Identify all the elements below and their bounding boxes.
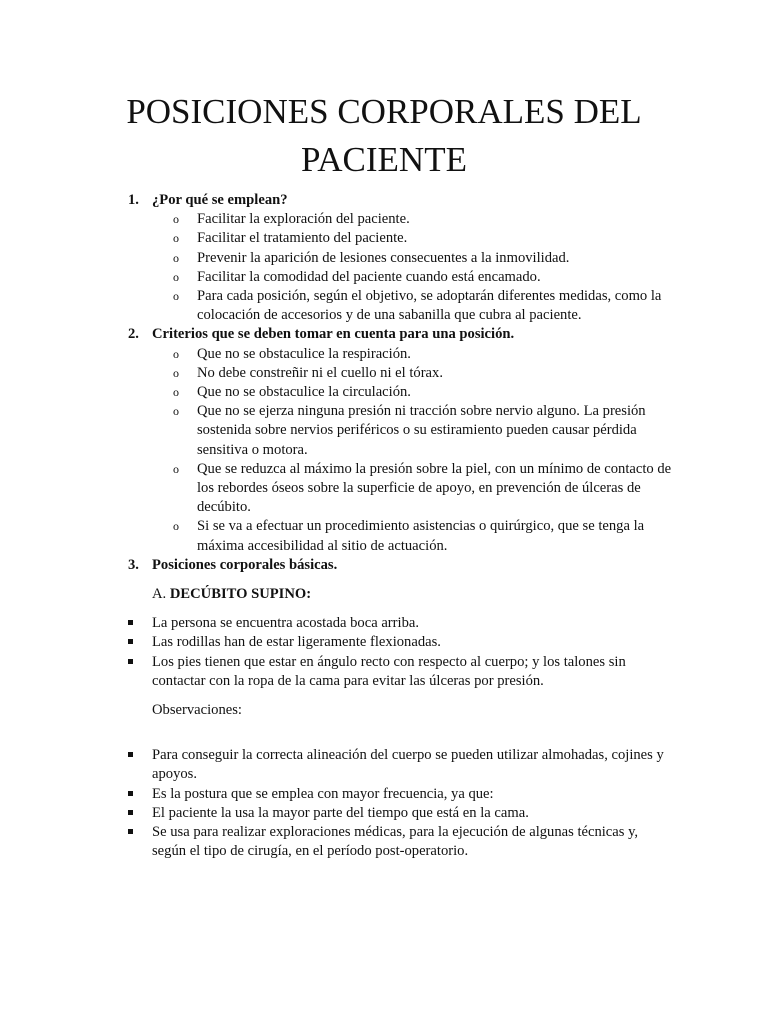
list-item [0,210,768,229]
square-bullet-icon [128,752,133,757]
list-item-text: No debe constreñir ni el cuello ni el tórax. [197,364,443,381]
list-item-text: El paciente la usa la mayor parte del tiempo que está en la cama. [152,804,529,821]
subsection-title: DECÚBITO SUPINO: [169,586,312,603]
list-item [0,460,768,518]
square-bullet-icon [128,829,133,834]
circle-bullet-icon: o [173,212,179,227]
list-item [0,633,768,652]
square-bullet-icon [128,639,133,644]
circle-bullet-icon: o [173,269,179,284]
list-item-text: Que no se obstaculice la circulación. [197,384,411,400]
square-bullet-icon [128,659,133,664]
list-item [0,517,768,555]
circle-bullet-icon: o [173,346,179,361]
circle-bullet-icon: o [173,519,179,534]
list-item [0,823,768,861]
list-item-text: Se usa para realizar exploraciones médicas, para la ejecución de algunas técnicas y, según el tipo de cirugía, en el período post-operatorio. [152,824,639,860]
circle-bullet-icon: o [173,404,179,419]
list-item [0,229,768,248]
list-item-text: Los pies tienen que estar en ángulo recto con respecto al cuerpo; y los talones sin contactar con la ropa de la cama para evitar las úlceras por presión. [152,653,626,689]
title-line-1: POSICIONES CORPORALES DEL [126,92,642,131]
circle-bullet-icon: o [173,250,179,265]
observations-label-text: Observaciones: [152,702,242,719]
title-line-2: PACIENTE [301,140,467,179]
square-bullet-icon [128,620,133,625]
list-item-text: Las rodillas han de estar ligeramente flexionadas. [152,634,441,651]
circle-bullet-icon: o [173,365,179,380]
list-item [0,785,768,804]
section-number: 3. [128,556,139,573]
list-item [0,383,768,402]
document-body [0,191,768,861]
list-item-text: Es la postura que se emplea con mayor frecuencia, ya que: [152,785,494,802]
list-item-text: Que se reduzca al máximo la presión sobre la piel, con un mínimo de contacto de los rebordes óseos sobre la superficie de apoyo, en prevención de úlceras de decúbito. [197,460,672,516]
section-1-heading [0,191,768,210]
list-item [0,268,768,287]
section-title: Posiciones corporales básicas. [152,556,338,573]
document-title [0,88,768,184]
section-title: ¿Por qué se emplean? [152,192,288,208]
list-item [0,249,768,268]
list-item-text: Para cada posición, según el objetivo, se adoptarán diferentes medidas, como la colocación de accesorios y de una sabanilla que cubra al paciente. [197,288,662,324]
circle-bullet-icon: o [173,461,179,476]
observations-label [0,701,768,720]
list-item-text: Facilitar la exploración del paciente. [197,211,410,228]
section-2-heading [0,325,768,344]
list-item-text: La persona se encuentra acostada boca arriba. [152,615,419,632]
list-item-text: Para conseguir la correcta alineación del cuerpo se pueden utilizar almohadas, cojines y apoyos. [152,747,664,783]
circle-bullet-icon: o [173,385,179,399]
section-number: 1. [128,192,139,208]
section-3-heading [0,556,768,575]
list-item-text: Que no se obstaculice la respiración. [197,345,411,362]
list-item-text: Si se va a efectuar un procedimiento asistencias o quirúrgico, que se tenga la máxima accesibilidad al sitio de actuación. [197,518,645,554]
list-item [0,364,768,383]
list-item [0,402,768,460]
section-number: 2. [128,326,139,343]
section-title: Criterios que se deben tomar en cuenta para una posición. [152,326,515,343]
square-bullet-icon [128,810,133,815]
list-item [0,345,768,364]
list-item-text: Que no se ejerza ninguna presión ni tracción sobre nervio alguno. La presión sostenida sobre nervios periféricos o su estiramiento pueden causar pérdida sensitiva o motora. [197,403,646,458]
list-item [0,746,768,784]
list-item [0,287,768,325]
subsection-letter: A. [152,586,167,603]
circle-bullet-icon: o [173,231,179,246]
list-item-text: Facilitar el tratamiento del paciente. [197,230,408,247]
circle-bullet-icon: o [173,289,179,303]
list-item-text: Facilitar la comodidad del paciente cuando está encamado. [197,268,541,285]
subsection-a-heading [0,585,768,604]
list-item [0,804,768,823]
square-bullet-icon [128,791,133,796]
list-item-text: Prevenir la aparición de lesiones consecuentes a la inmovilidad. [197,249,570,266]
list-item [0,653,768,691]
list-item [0,614,768,633]
